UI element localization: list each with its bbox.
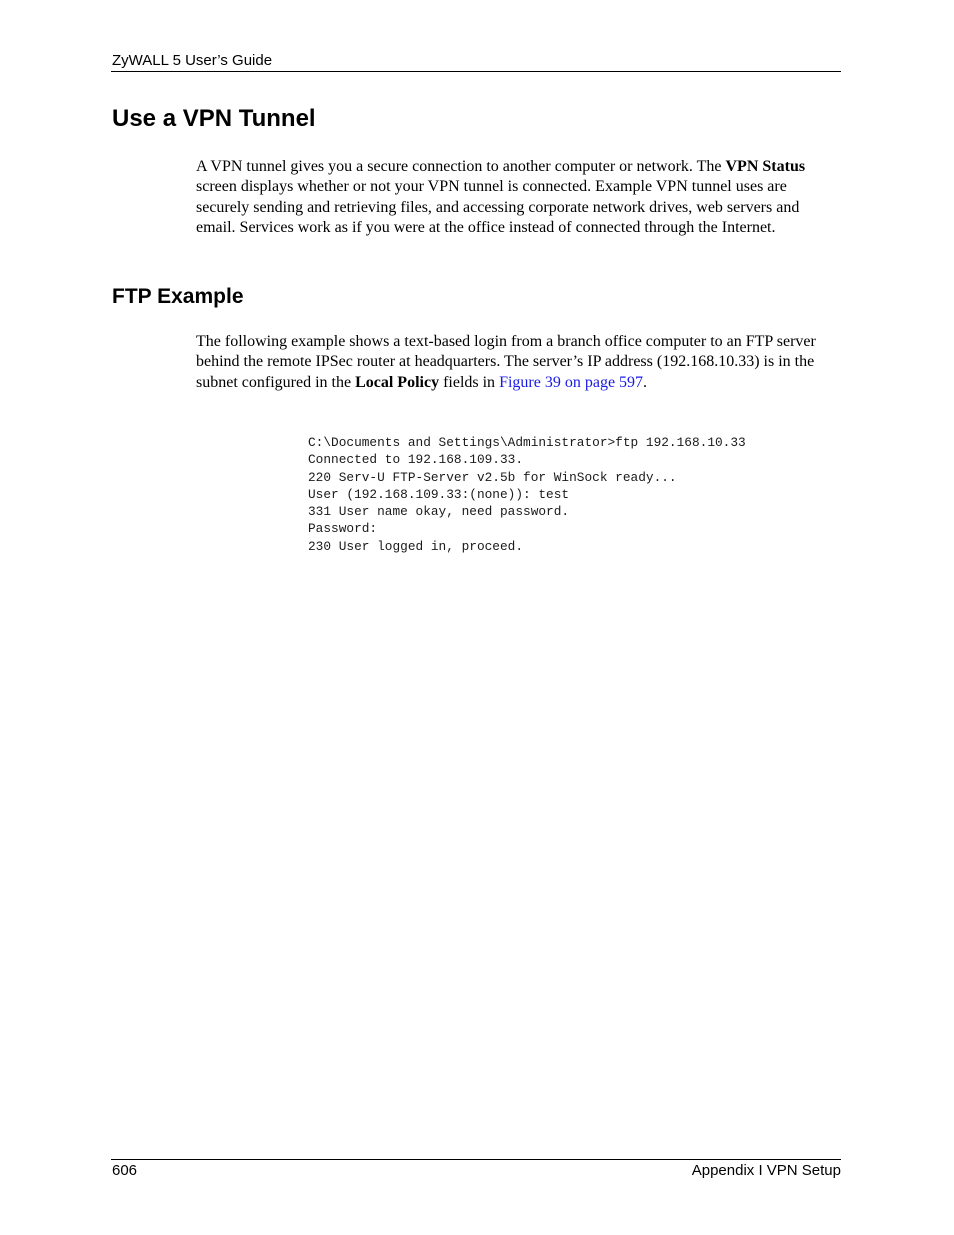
vpn-status-term: VPN Status [725, 158, 806, 175]
intro-text-1: A VPN tunnel gives you a secure connection to another computer or network. The [196, 158, 726, 175]
code-line: Connected to 192.168.109.33. [308, 452, 524, 468]
ftp-text-1: The following example shows a text-based login from a branch office computer to an FTP server behind the remote IPSec router at headquarters. The server’s IP address (192.168.10.33) is in the subnet configured in the [196, 333, 816, 391]
code-line: User (192.168.109.33:(none)): test [308, 486, 570, 502]
code-line: C:\Documents and Settings\Administrator>ftp 192.168.10.33 [308, 435, 746, 450]
ftp-example-paragraph [196, 332, 841, 393]
header-divider [111, 71, 841, 72]
intro-paragraph [196, 157, 841, 238]
ftp-text-3: . [643, 373, 648, 391]
running-header: ZyWALL 5 User’s Guide [112, 52, 273, 69]
chapter-title: Appendix I VPN Setup [691, 1162, 841, 1179]
code-line: 331 User name okay, need password. [308, 504, 570, 520]
section-title: Use a VPN Tunnel [112, 105, 316, 132]
code-line: Password: [308, 521, 378, 537]
intro-text-2: screen displays whether or not your VPN tunnel is connected. Example VPN tunnel uses are securely sending and retrieving files, and accessing corporate network drives, web servers and email. Services work as if you were at the office instead of connected through the Internet. [196, 178, 800, 236]
figure-39-link[interactable]: Figure 39 on page 597 [499, 373, 644, 391]
footer-divider [111, 1159, 841, 1160]
ftp-example-heading: FTP Example [112, 285, 244, 308]
code-line: 220 Serv-U FTP-Server v2.5b for WinSock ready... [308, 469, 677, 485]
page-number: 606 [112, 1162, 138, 1179]
code-line: 230 User logged in, proceed. [308, 538, 524, 554]
ftp-session-code-block [308, 434, 746, 555]
ftp-text-2: fields in [439, 373, 500, 391]
local-policy-term: Local Policy [355, 373, 440, 391]
